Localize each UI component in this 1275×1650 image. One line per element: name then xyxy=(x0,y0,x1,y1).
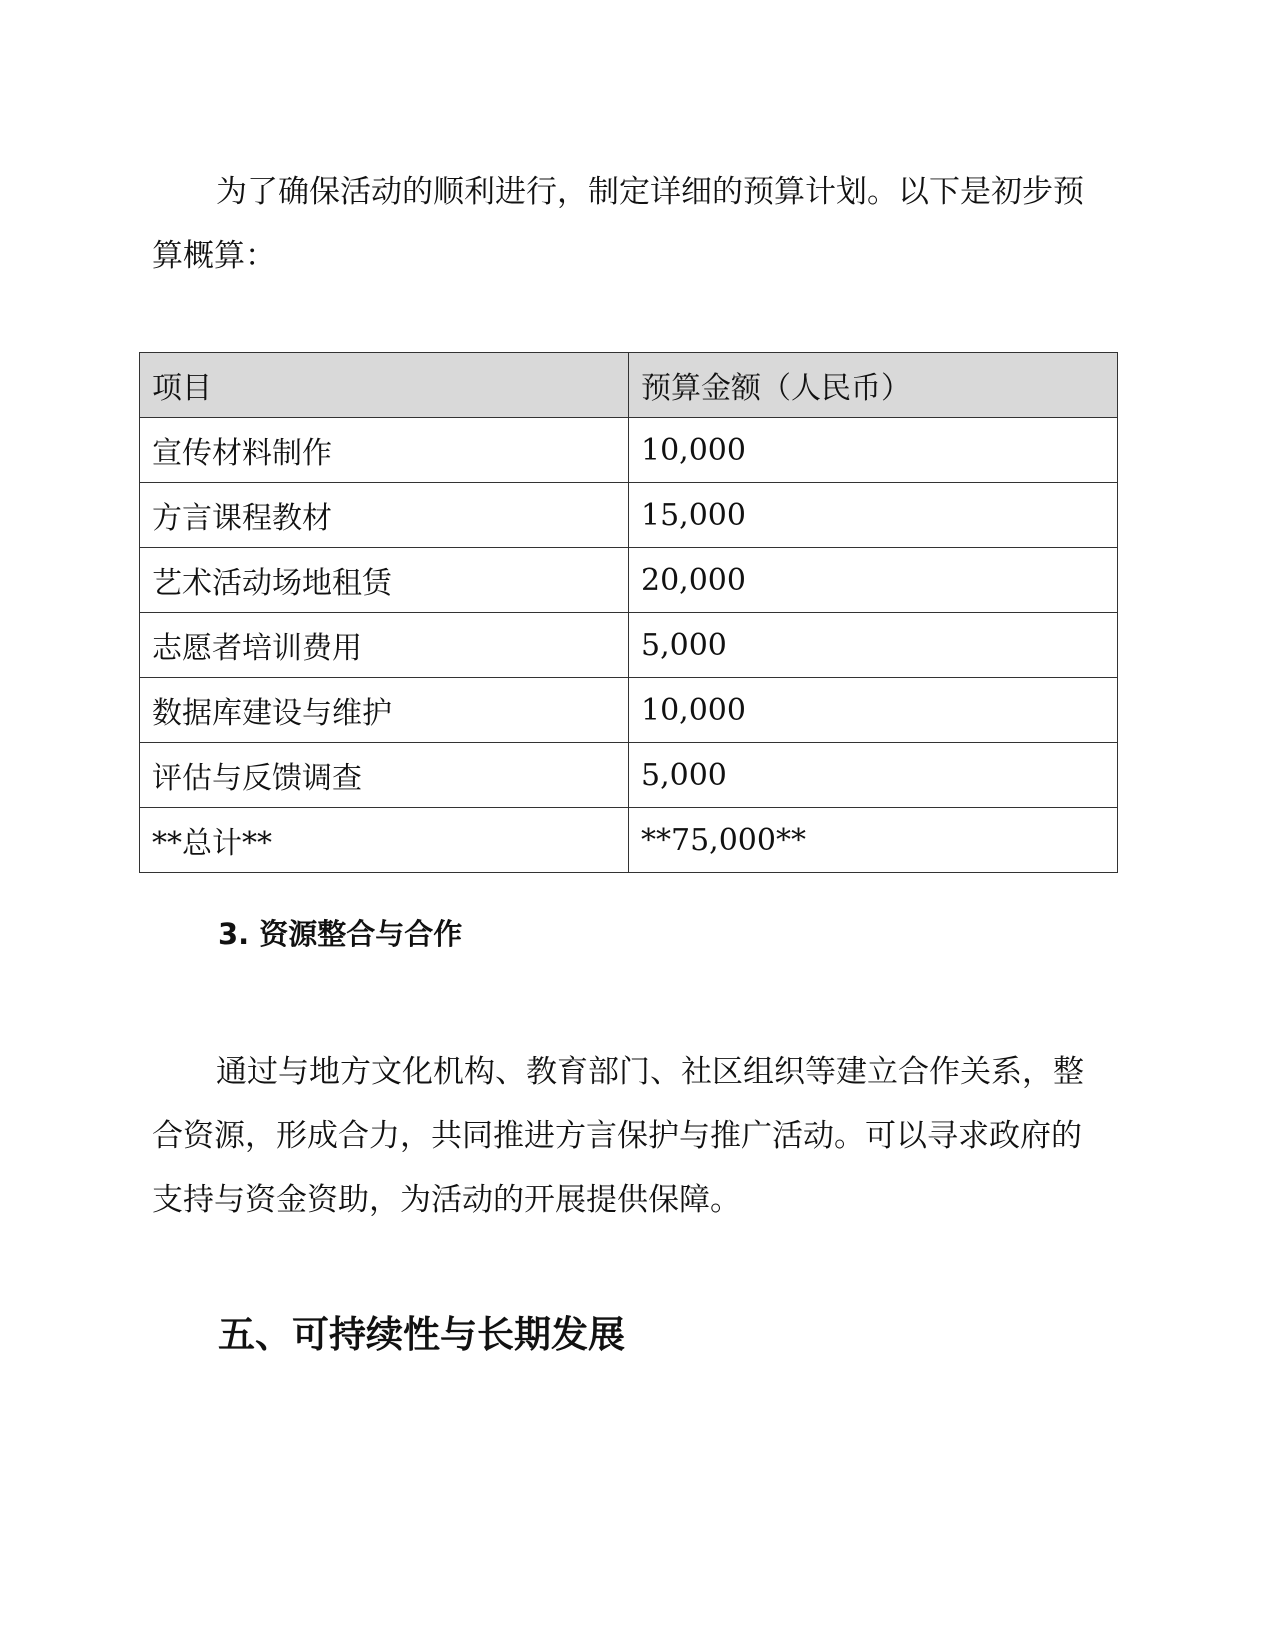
table-row xyxy=(140,548,1118,613)
budget-table xyxy=(139,352,1118,873)
table-row xyxy=(140,483,1118,548)
cell-amount: 10,000 xyxy=(629,418,1118,483)
cell-amount: 10,000 xyxy=(629,678,1118,743)
cell-total-label: **总计** xyxy=(140,808,629,873)
cell-amount: 5,000 xyxy=(629,743,1118,808)
cell-item: 数据库建设与维护 xyxy=(140,678,629,743)
cell-item: 宣传材料制作 xyxy=(140,418,629,483)
cell-total-amount: **75,000** xyxy=(629,808,1118,873)
cell-item: 艺术活动场地租赁 xyxy=(140,548,629,613)
column-header-amount: 预算金额（人民币） xyxy=(629,353,1118,418)
table-row xyxy=(140,743,1118,808)
cell-item: 志愿者培训费用 xyxy=(140,613,629,678)
section-title: 五、可持续性与长期发展 xyxy=(218,1313,625,1356)
cooperation-paragraph: 通过与地方文化机构、教育部门、社区组织等建立合作关系，整合资源，形成合力，共同推进方言保护与推广活动。可以寻求政府的支持与资金资助，为活动的开展提供保障。 xyxy=(152,1054,1084,1218)
cell-item: 方言课程教材 xyxy=(140,483,629,548)
cell-amount: 15,000 xyxy=(629,483,1118,548)
table-row xyxy=(140,418,1118,483)
column-header-item: 项目 xyxy=(140,353,629,418)
subsection-title: 3. 资源整合与合作 xyxy=(218,917,463,951)
table-header-row xyxy=(140,353,1118,418)
cell-amount: 20,000 xyxy=(629,548,1118,613)
table-total-row xyxy=(140,808,1118,873)
cell-item: 评估与反馈调查 xyxy=(140,743,629,808)
cell-amount: 5,000 xyxy=(629,613,1118,678)
intro-paragraph: 为了确保活动的顺利进行，制定详细的预算计划。以下是初步预算概算： xyxy=(152,174,1084,274)
table-row xyxy=(140,678,1118,743)
table-row xyxy=(140,613,1118,678)
